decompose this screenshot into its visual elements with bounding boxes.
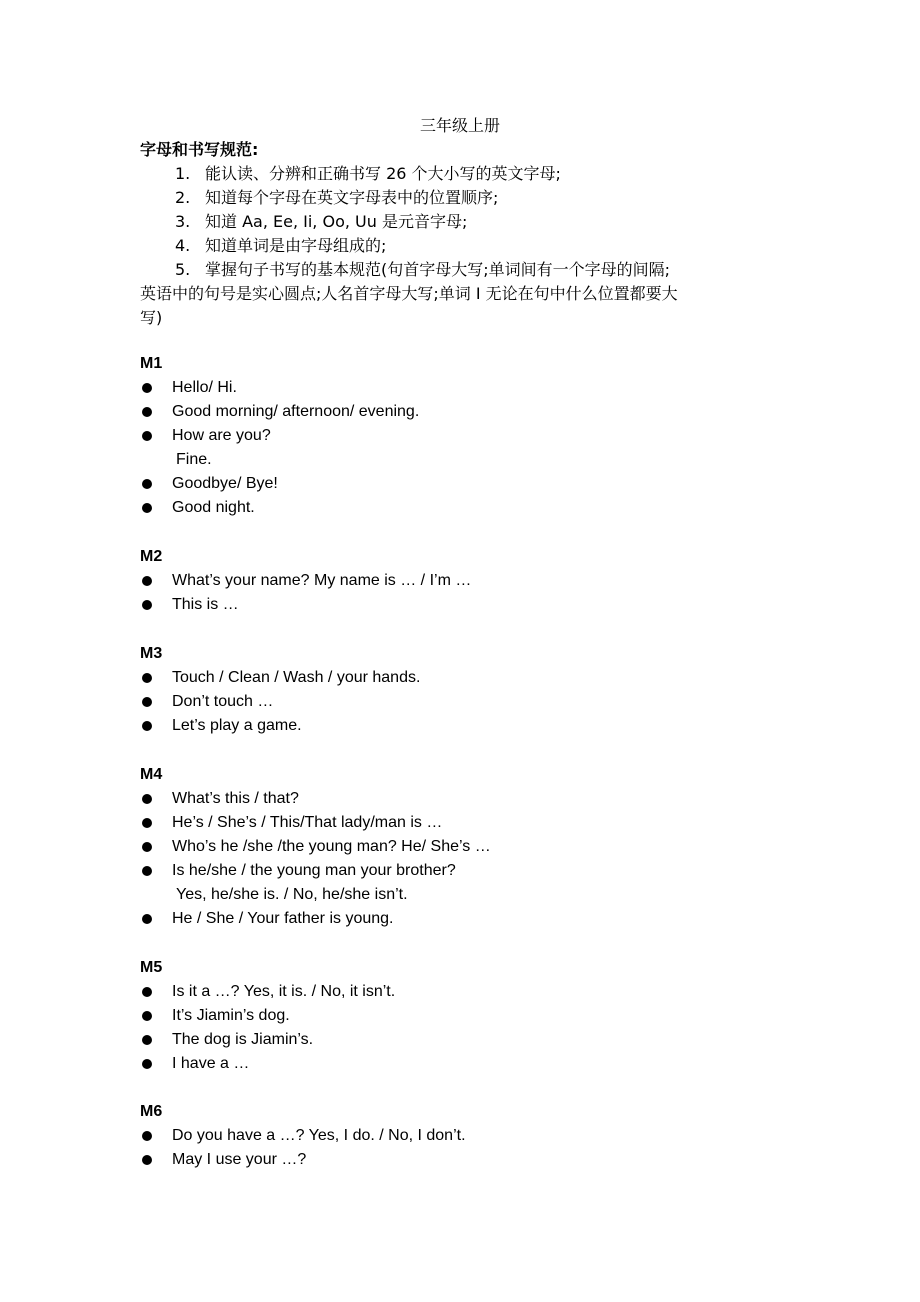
bullet-icon (142, 431, 152, 441)
list-item: He / She / Your father is young. (140, 907, 408, 931)
module-title: M5 (140, 959, 163, 976)
rule-text: 能认读、分辨和正确书写 26 个大小写的英文字母; (205, 164, 561, 183)
module-title: M6 (140, 1103, 163, 1120)
list-item: May I use your …? (140, 1148, 162, 1172)
module-title: M3 (140, 645, 163, 662)
bullet-icon (142, 576, 152, 586)
list-item: What’s this / that? (140, 787, 408, 811)
list-item: Is he/she / the young man your brother? (140, 859, 408, 883)
answer-line: Fine. (176, 451, 212, 468)
list-item: How are you? (140, 424, 212, 448)
rule-text: 知道单词是由字母组成的; (205, 236, 387, 255)
module-m5 (140, 956, 396, 1076)
bullet-icon (142, 1131, 152, 1141)
rule-number: 5. (175, 260, 191, 279)
bullet-icon (142, 818, 152, 828)
module-m2 (140, 545, 472, 617)
rule-number: 3. (175, 212, 191, 231)
rule-item (175, 161, 561, 184)
bullet-icon (142, 407, 152, 417)
list-item: Is it a …? Yes, it is. / No, it isn’t. (140, 980, 162, 1004)
list-item: Touch / Clean / Wash / your hands. (140, 666, 162, 690)
bullet-icon (142, 987, 152, 997)
rule-number: 1. (175, 164, 191, 183)
page-title: 三年级上册 (419, 116, 500, 135)
list-item: What’s your name? My name is … / I’m … (140, 569, 162, 593)
bullet-icon (142, 1035, 152, 1045)
bullet-icon (142, 479, 152, 489)
module-title: M2 (140, 548, 163, 565)
list-item: Who’s he /she /the young man? He/ She’s … (140, 835, 408, 859)
bullet-icon (142, 600, 152, 610)
bullet-icon (142, 842, 152, 852)
bullet-icon (142, 383, 152, 393)
bullet-icon (142, 1011, 152, 1021)
rule-item (175, 209, 467, 232)
section-heading: 字母和书写规范: (140, 140, 259, 159)
rule-continuation: 写) (140, 308, 163, 327)
rule-number: 2. (175, 188, 191, 207)
module-m1 (140, 352, 420, 520)
list-item: Hello/ Hi. (140, 376, 212, 400)
rule-item (175, 185, 498, 208)
list-item: It’s Jiamin’s dog. (140, 1004, 162, 1028)
module-title: M4 (140, 766, 163, 783)
bullet-icon (142, 721, 152, 731)
rule-item (175, 257, 670, 280)
bullet-icon (142, 697, 152, 707)
list-item: Let’s play a game. (140, 714, 162, 738)
module-m6 (140, 1100, 466, 1172)
rule-number: 4. (175, 236, 191, 255)
rule-text: 掌握句子书写的基本规范(句首字母大写;单词间有一个字母的间隔; (205, 260, 671, 279)
bullet-icon (142, 914, 152, 924)
answer-line: Yes, he/she is. / No, he/she isn’t. (176, 886, 408, 903)
list-item: He’s / She’s / This/That lady/man is … (140, 811, 408, 835)
list-item: This is … (140, 593, 162, 617)
module-title: M1 (140, 355, 163, 372)
list-item: Don’t touch … (140, 690, 162, 714)
bullet-icon (142, 1059, 152, 1069)
bullet-icon (142, 503, 152, 513)
list-item: Good morning/ afternoon/ evening. (140, 400, 212, 424)
module-m4 (140, 763, 491, 931)
list-item: Good night. (140, 496, 212, 520)
bullet-icon (142, 866, 152, 876)
rule-text: 知道 Aa, Ee, Ii, Oo, Uu 是元音字母; (205, 212, 468, 231)
bullet-icon (142, 794, 152, 804)
list-item: The dog is Jiamin’s. (140, 1028, 162, 1052)
bullet-icon (142, 673, 152, 683)
rule-continuation: 英语中的句号是实心圆点;人名首字母大写;单词 I 无论在句中什么位置都要大 (140, 284, 678, 303)
module-m3 (140, 642, 421, 738)
bullet-icon (142, 1155, 152, 1165)
list-item: Goodbye/ Bye! (140, 472, 212, 496)
rule-item (175, 233, 386, 256)
list-item: Do you have a …? Yes, I do. / No, I don’t. (140, 1124, 162, 1148)
rule-text: 知道每个字母在英文字母表中的位置顺序; (205, 188, 499, 207)
list-item: I have a … (140, 1052, 162, 1076)
